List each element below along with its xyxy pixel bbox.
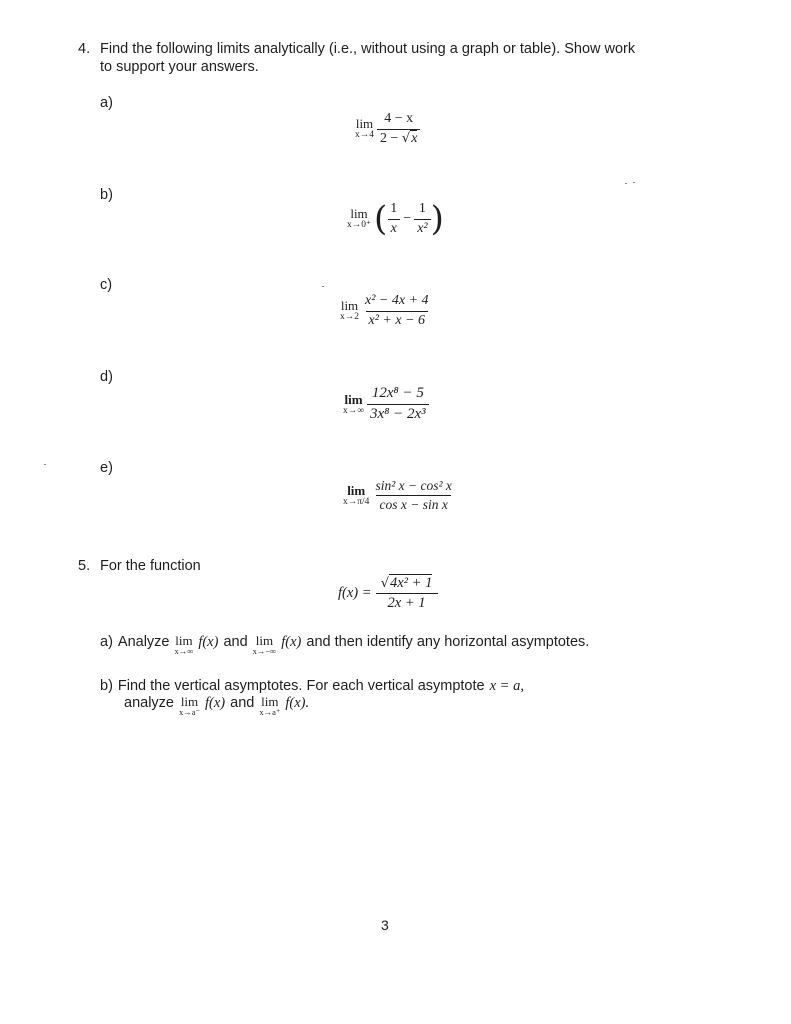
scan-speck bbox=[625, 183, 627, 184]
limit-b-term1-den: x bbox=[390, 220, 397, 236]
question-5-part-b-line1 bbox=[100, 678, 524, 695]
q5-part-b-limit2 bbox=[259, 695, 280, 717]
limit-a bbox=[355, 112, 420, 146]
question-4-number: 4. bbox=[78, 41, 91, 57]
limit-c-subscript: x→2 bbox=[340, 312, 359, 323]
q5-part-b-sub1: x→a⁻ bbox=[178, 707, 200, 717]
q5-part-a-f2: f(x) bbox=[281, 634, 302, 650]
limit-c-fraction bbox=[362, 294, 432, 328]
limit-a-lim: lim bbox=[355, 116, 374, 132]
q5-part-a-f1: f(x) bbox=[198, 634, 219, 650]
limit-e-denominator: cos x − sin x bbox=[379, 497, 448, 513]
limit-b-term1-num: 1 bbox=[390, 201, 398, 216]
q5-part-a-sub1: x→∞ bbox=[174, 646, 194, 656]
limit-a-numerator: 4 − x bbox=[384, 111, 414, 126]
q5-part-a-sub2: x→−∞ bbox=[252, 646, 277, 656]
q5-part-a-text1: Analyze bbox=[117, 634, 170, 650]
part-a-label: a) bbox=[100, 95, 113, 111]
scan-speck bbox=[633, 182, 635, 183]
limit-d-operator bbox=[343, 393, 364, 417]
q5-part-b-text2: and bbox=[230, 695, 255, 711]
part-c-label: c) bbox=[100, 277, 113, 293]
q5-part-a-limit2 bbox=[253, 634, 277, 656]
part-d-label: d) bbox=[100, 369, 113, 385]
limit-b bbox=[347, 199, 444, 240]
limit-a-denominator-pre: 2 − bbox=[380, 130, 402, 146]
limit-b-close-paren: ) bbox=[430, 199, 444, 240]
q5-part-a-limit1 bbox=[175, 634, 194, 656]
q5-part-a-text3: and then identify any horizontal asymptotes. bbox=[306, 634, 590, 650]
limit-d-fraction bbox=[367, 386, 429, 423]
limit-e-numerator: sin² x − cos² x bbox=[375, 478, 452, 493]
limit-b-subscript: x→0⁺ bbox=[347, 220, 372, 231]
limit-b-term2-den: x² bbox=[417, 220, 428, 236]
part-b-label: b) bbox=[100, 187, 113, 203]
limit-b-term2 bbox=[414, 202, 430, 236]
limit-c-operator bbox=[340, 299, 359, 323]
question-4-prompt-line1: Find the following limits analytically (i.e., without using a graph or table). Show work bbox=[100, 41, 636, 57]
limit-d-subscript: x→∞ bbox=[343, 405, 365, 416]
radical-icon: √ bbox=[380, 576, 389, 591]
radical-icon: √ bbox=[401, 130, 411, 146]
q5-part-b-limit1 bbox=[179, 695, 200, 717]
limit-c-lim: lim bbox=[340, 298, 359, 314]
limit-c-numerator: x² − 4x + 4 bbox=[365, 293, 429, 308]
q5-part-b-sub2: x→a⁺ bbox=[259, 707, 281, 717]
limit-d bbox=[343, 386, 429, 423]
limit-e-operator bbox=[343, 484, 369, 508]
limit-b-lim: lim bbox=[350, 206, 368, 222]
question-4-prompt-line2: to support your answers. bbox=[100, 59, 259, 75]
q5-part-b-f2: f(x). bbox=[285, 695, 310, 711]
limit-b-term2-num: 1 bbox=[418, 201, 426, 216]
q5-part-a-text2: and bbox=[223, 634, 248, 650]
q5-part-b-text1: analyze bbox=[124, 695, 174, 711]
limit-c bbox=[340, 294, 432, 328]
limit-a-fraction bbox=[377, 112, 420, 146]
limit-d-denominator: 3x⁸ − 2x³ bbox=[370, 405, 426, 422]
limit-a-denominator-radicand: x bbox=[411, 130, 418, 146]
q5-part-a-lim1: lim bbox=[175, 633, 193, 648]
limit-a-operator bbox=[355, 117, 374, 141]
q5-part-a-label: a) bbox=[100, 634, 113, 650]
q5-part-b-f1: f(x) bbox=[205, 695, 226, 711]
limit-e-subscript: x→π/4 bbox=[343, 496, 370, 507]
question-5-part-b-line2 bbox=[124, 695, 309, 717]
limit-e-fraction bbox=[372, 479, 454, 512]
q5-part-b-label: b) bbox=[100, 678, 113, 694]
question-5-number: 5. bbox=[78, 558, 91, 574]
limit-b-operator bbox=[347, 207, 371, 231]
function-definition bbox=[338, 576, 438, 611]
limit-e-lim: lim bbox=[347, 482, 366, 498]
q5-part-a-lim2: lim bbox=[255, 633, 274, 648]
part-e-label: e) bbox=[100, 460, 113, 476]
function-numerator-radicand: 4x² + 1 bbox=[390, 575, 433, 591]
scan-speck bbox=[44, 464, 46, 465]
limit-e bbox=[343, 479, 455, 512]
q5-part-b-lim2: lim bbox=[261, 694, 279, 709]
limit-a-denominator bbox=[377, 129, 420, 147]
limit-d-numerator: 12x⁸ − 5 bbox=[371, 385, 424, 401]
question-5-part-a bbox=[100, 634, 589, 656]
limit-a-subscript: x→4 bbox=[355, 130, 374, 141]
scan-speck bbox=[322, 286, 324, 287]
function-fraction bbox=[376, 576, 438, 611]
q5-part-b-lim1: lim bbox=[180, 694, 199, 709]
limit-b-minus: − bbox=[403, 211, 412, 227]
question-5-prompt: For the function bbox=[100, 558, 201, 574]
limit-d-lim: lim bbox=[344, 391, 363, 407]
function-lhs: f(x) = bbox=[338, 585, 372, 602]
limit-c-denominator: x² + x − 6 bbox=[368, 312, 426, 328]
limit-b-term1 bbox=[387, 202, 400, 236]
page-number: 3 bbox=[381, 917, 389, 933]
q5-part-b-line1-math: x = a, bbox=[489, 678, 524, 694]
function-denominator: 2x + 1 bbox=[387, 595, 426, 612]
limit-b-open-paren: ( bbox=[374, 199, 388, 240]
q5-part-b-line1-text: Find the vertical asymptotes. For each vertical asymptote bbox=[117, 678, 485, 694]
